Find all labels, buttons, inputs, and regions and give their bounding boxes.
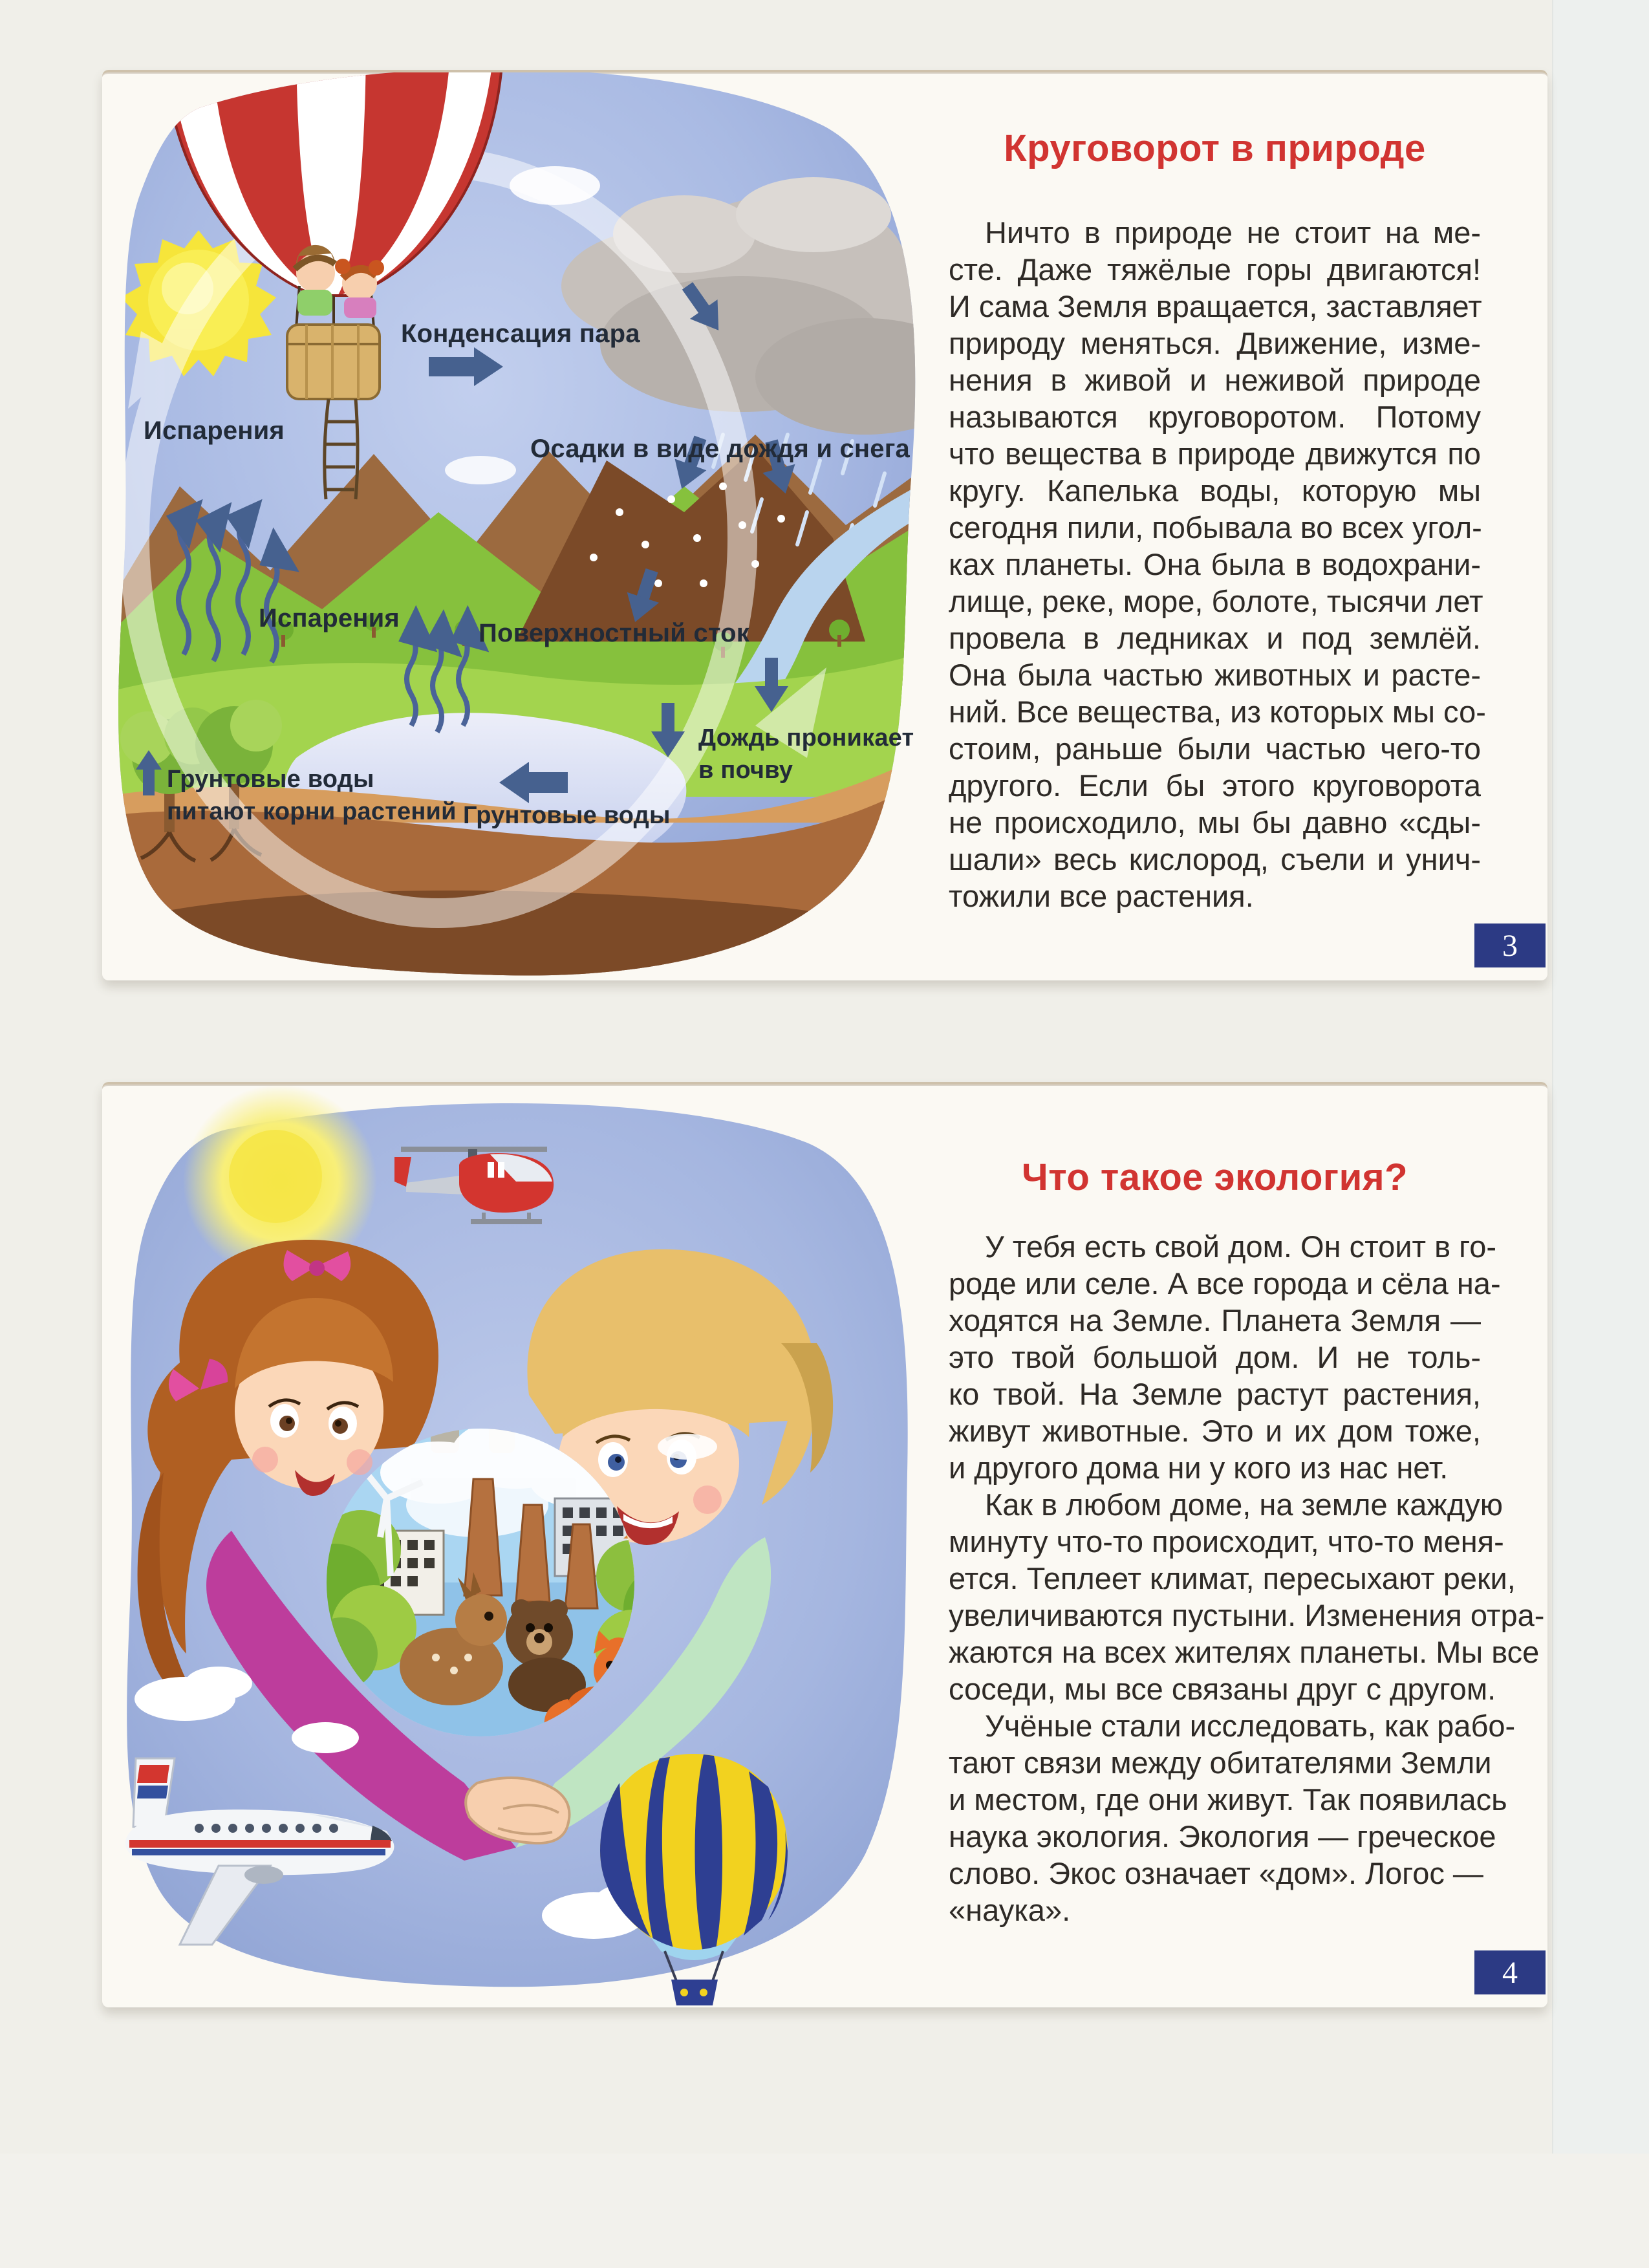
label-precipitation: Осадки в виде дождя и снега	[530, 435, 911, 463]
page-4-title: Что такое экология?	[1021, 1156, 1408, 1198]
text-line: роде или селе. А все города и сёла на-	[949, 1266, 1501, 1301]
text-line: сегодня пили, побывала во всех угол-	[949, 510, 1482, 545]
text-line: живут животные. Это и их дом тоже,	[949, 1414, 1481, 1448]
text-line: что вещества в природе движутся по	[949, 437, 1481, 471]
page-number-badge: 3	[1474, 923, 1546, 967]
label-surface-runoff: Поверхностный сток	[479, 619, 749, 647]
label-rain-soaks-line1: Дождь проникает	[698, 724, 914, 751]
text-line: ется. Теплеет климат, пересыхают реки,	[949, 1561, 1516, 1595]
text-line: жаются на всех жителях планеты. Мы все	[949, 1635, 1540, 1669]
water-cycle-illustration	[102, 72, 917, 980]
paragraph	[949, 1486, 1545, 1707]
text-line: И сама Земля вращается, заставляет	[949, 289, 1482, 323]
paragraph	[949, 1228, 1501, 1486]
text-line: Ничто в природе не стоит на ме-	[985, 215, 1481, 250]
label-evaporation-1: Испарения	[144, 416, 285, 445]
text-line: соседи, мы все связаны друг с другом.	[949, 1672, 1496, 1706]
label-rain-soaks-line2: в почву	[698, 757, 793, 784]
label-evaporation-2: Испарения	[259, 604, 400, 632]
text-line: слово. Экос означает «дом». Логос —	[949, 1856, 1483, 1890]
text-line: провела в ледниках и под землёй.	[949, 621, 1481, 655]
text-line: Она была частью животных и расте-	[949, 658, 1481, 692]
text-line: называются круговоротом. Потому	[949, 400, 1481, 434]
paragraph	[949, 214, 1486, 914]
text-line: не происходило, мы бы давно «сды-	[949, 805, 1481, 839]
text-line: ках планеты. Она была в водохрани-	[949, 547, 1481, 581]
text-line: природу меняться. Движение, изме-	[949, 326, 1481, 360]
text-line: кругу. Капелька воды, которую мы	[949, 473, 1481, 508]
label-groundwater-roots-line2: питают корни растений	[167, 798, 457, 825]
page-number-badge: 4	[1474, 1950, 1546, 1994]
balloon-basket	[287, 325, 380, 399]
paragraph	[949, 1707, 1516, 1928]
ecology-illustration	[102, 1085, 917, 2007]
label-groundwater-roots-line1: Грунтовые воды	[167, 766, 374, 793]
text-line: сте. Даже тяжёлые горы двигаются!	[949, 252, 1481, 286]
text-line: Учёные стали исследовать, как рабо-	[985, 1709, 1516, 1743]
text-line: У тебя есть свой дом. Он стоит в го-	[985, 1229, 1496, 1264]
text-line: лище, реке, море, болоте, тысячи лет	[949, 584, 1483, 618]
text-line: увеличиваются пустыни. Изменения отра-	[949, 1598, 1545, 1632]
text-line: шали» весь кислород, съели и унич-	[949, 842, 1481, 876]
page-4-card	[102, 1082, 1547, 2007]
text-line: тожили все растения.	[949, 879, 1254, 913]
scan-bottom-margin	[0, 2154, 1649, 2268]
text-line: «наука».	[949, 1893, 1071, 1927]
text-line: Как в любом доме, на земле каждую	[985, 1487, 1503, 1522]
text-line: наука экология. Экология — греческое	[949, 1819, 1496, 1853]
page-3-title: Круговорот в природе	[1004, 127, 1426, 169]
text-line: нения в живой и неживой природе	[949, 363, 1481, 397]
text-line: другого. Если бы этого круговорота	[949, 768, 1481, 803]
text-line: минуту что-то происходит, что-то меня-	[949, 1524, 1504, 1559]
text-line: это твой большой дом. И не толь-	[949, 1340, 1481, 1374]
scan-right-margin	[1552, 0, 1649, 2268]
text-line: ний. Все вещества, из которых мы со-	[949, 695, 1486, 729]
small-cloud	[445, 456, 516, 484]
label-condensation: Конденсация пара	[401, 319, 640, 348]
label-groundwater: Грунтовые воды	[463, 802, 671, 829]
page-3-text	[949, 214, 1486, 914]
text-line: ко твой. На Земле растут растения,	[949, 1377, 1481, 1411]
text-line: и другого дома ни у кого из нас нет.	[949, 1451, 1449, 1485]
text-line: ходятся на Земле. Планета Земля —	[949, 1303, 1481, 1337]
page-4-text	[949, 1228, 1545, 1928]
page-3-card	[102, 70, 1547, 980]
text-line: стоим, раньше были частью чего-то	[949, 731, 1481, 766]
text-line: и местом, где они живут. Так появилась	[949, 1782, 1507, 1817]
text-line: тают связи между обитателями Земли	[949, 1745, 1492, 1780]
